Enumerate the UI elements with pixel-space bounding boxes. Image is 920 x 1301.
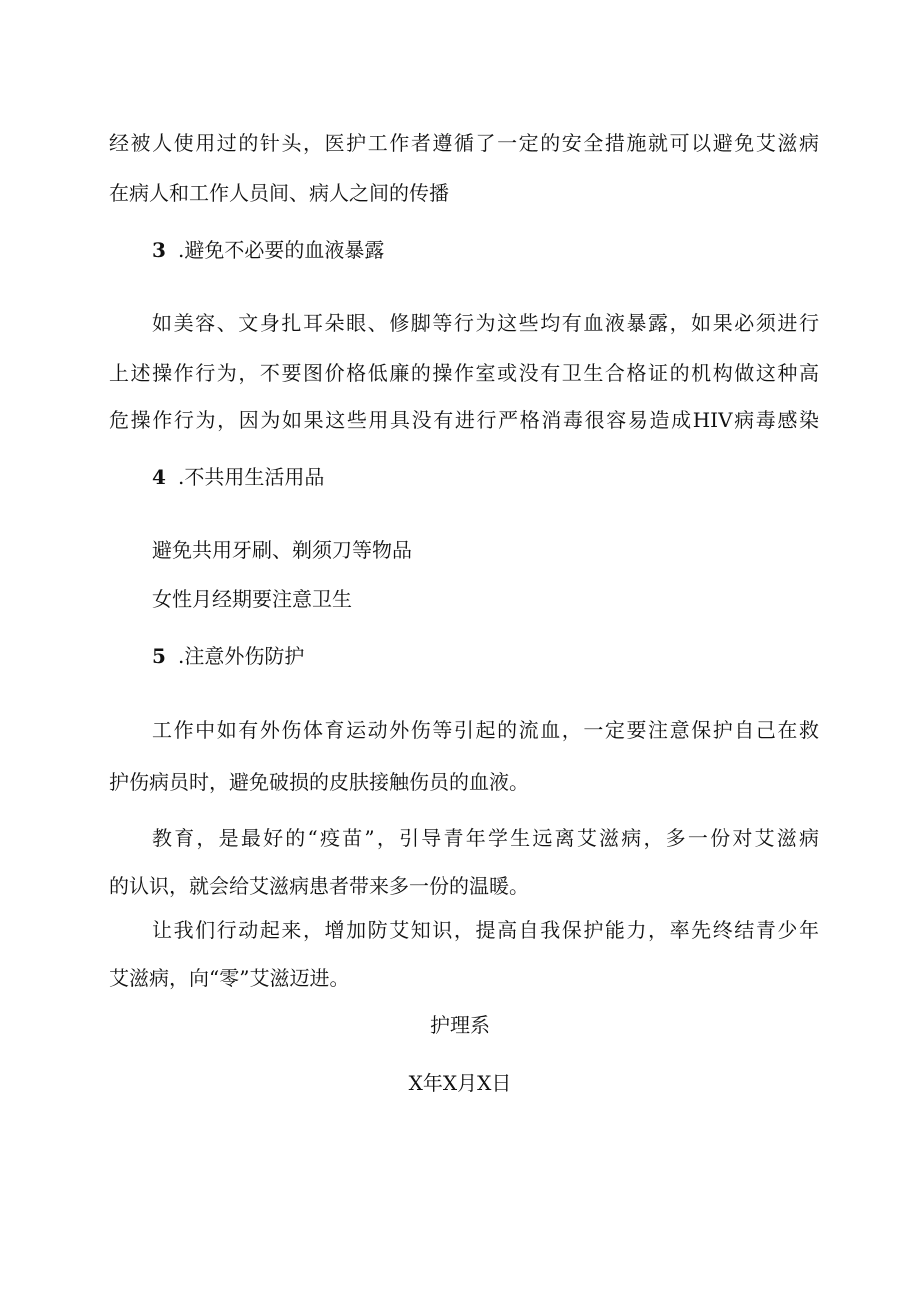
paragraph-line: 的认识，就会给艾滋病患者带来多一份的温暖。 — [109, 874, 529, 898]
paragraph-line: 让我们行动起来，增加防艾知识，提高自我保护能力，率先终结青少年 — [152, 918, 819, 942]
paragraph-line: 上述操作行为，不要图价格低廉的操作室或没有卫生合格证的机构做这种高 — [109, 361, 819, 385]
paragraph-line: 如美容、文身扎耳朵眼、修脚等行为这些均有血液暴露，如果必须进行 — [152, 311, 819, 335]
section-title: .不共用生活用品 — [178, 465, 325, 489]
section-heading-4 — [152, 465, 552, 489]
paragraph-line: 危操作行为，因为如果这些用具没有进行严格消毒很容易造成HIV病毒感染 — [109, 408, 819, 432]
paragraph-line: 经被人使用过的针头，医护工作者遵循了一定的安全措施就可以避免艾滋病 — [109, 131, 819, 155]
section-heading-3 — [152, 238, 552, 262]
section-title: .避免不必要的血液暴露 — [178, 238, 385, 262]
paragraph-line: 在病人和工作人员间、病人之间的传播 — [109, 181, 449, 205]
section-number: 5 — [152, 644, 166, 668]
signature-date: X年X月X日 — [408, 1071, 512, 1095]
paragraph-line: 护伤病员时，避免破损的皮肤接触伤员的血液。 — [109, 770, 529, 794]
paragraph-line: 工作中如有外伤体育运动外伤等引起的流血，一定要注意保护自己在救 — [152, 718, 819, 742]
section-number: 4 — [152, 465, 166, 489]
paragraph-line: 教育，是最好的“疫苗”，引导青年学生远离艾滋病，多一份对艾滋病 — [152, 826, 819, 850]
section-number: 3 — [152, 238, 166, 262]
paragraph-line: 艾滋病，向“零”艾滋迈进。 — [109, 966, 350, 990]
section-title: .注意外伤防护 — [178, 644, 305, 668]
section-heading-5 — [152, 644, 552, 668]
signature-department: 护理系 — [430, 1013, 490, 1037]
paragraph-line: 避免共用牙刷、剃须刀等物品 — [152, 538, 412, 562]
paragraph-line: 女性月经期要注意卫生 — [152, 587, 352, 611]
